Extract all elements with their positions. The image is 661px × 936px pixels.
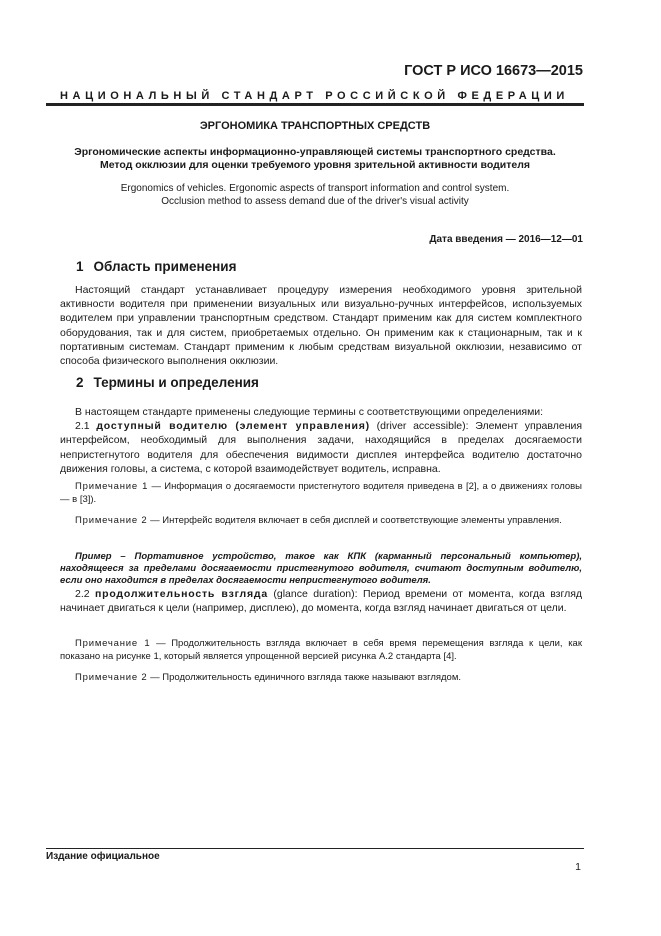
national-standard-banner: НАЦИОНАЛЬНЫЙ СТАНДАРТ РОССИЙСКОЙ ФЕДЕРАЦИИ <box>60 90 569 102</box>
note-label: Примечание 1 <box>75 481 149 492</box>
term-2-2-number: 2.2 <box>75 588 90 600</box>
section-1-title: Область применения <box>93 259 237 274</box>
note-label: Примечание 1 <box>75 638 151 649</box>
note-2-1-1 <box>60 480 582 506</box>
page-number: 1 <box>575 861 581 873</box>
note-2-1-2 <box>60 514 582 527</box>
english-title-line-1: Ergonomics of vehicles. Ergonomic aspects of transport information and control system. <box>120 183 510 194</box>
note-text: — Продолжительность единичного взгляда также называют взглядом. <box>150 672 462 683</box>
note-text: — Информация о досягаемости пристегнутого водителя приведена в [2], а о движениях головы — в [3]). <box>60 481 582 505</box>
section-1-heading <box>76 259 236 274</box>
note-label: Примечание 2 <box>75 515 148 526</box>
standard-number: ГОСТ Р ИСО 16673—2015 <box>404 63 583 79</box>
example-label: Пример <box>75 551 112 562</box>
example-text: – Портативное устройство, такое как КПК (карманный персональный компьютер), находящееся за пределами досягаемости пристегнутого водителя, считают доступным водителю, если оно находится в пределах досягаемости непристегнутого водителя. <box>60 551 582 586</box>
term-2-2-block <box>60 587 582 615</box>
section-2-title: Термины и определения <box>93 375 259 390</box>
note-2-2-2 <box>60 671 582 684</box>
section-2-body <box>60 405 582 476</box>
note-text: — Продолжительность взгляда включает в себя время перемещения взгляда к цели, как показано на рисунке 1, который является упрощенной версией рисунка А.2 стандарта [4]. <box>60 638 582 662</box>
term-2-1 <box>60 419 582 476</box>
term-2-2-name: продолжительность взгляда <box>94 588 269 600</box>
english-title <box>46 182 584 208</box>
subtitle-line-1: Эргономические аспекты информационно-управляющей системы транспортного средства. <box>74 146 556 158</box>
english-title-line-2: Occlusion method to assess demand due of the driver's visual activity <box>161 196 469 207</box>
subtitle-line-2: Метод окклюзии для оценки требуемого уровня зрительной активности водителя <box>99 159 531 171</box>
term-2-1-english: (driver accessible): <box>376 420 469 433</box>
note-text: — Интерфейс водителя включает в себя дисплей и соответствующие элементы управления. <box>150 515 562 526</box>
official-edition-label: Издание официальное <box>46 851 160 862</box>
note-label: Примечание 2 <box>75 672 148 683</box>
example-block <box>60 551 582 587</box>
term-2-2-definition: Период времени от момента, когда взгляд начинает двигаться к цели (например, дисплею), до момента, когда взгляд начинает двигаться от цели. <box>60 588 583 615</box>
document-title: ЭРГОНОМИКА ТРАНСПОРТНЫХ СРЕДСТВ <box>199 120 431 132</box>
header-rule <box>46 103 584 106</box>
term-2-1-name: доступный водителю (элемент управления) <box>96 420 370 433</box>
term-2-2-english: (glance duration): <box>273 588 358 600</box>
note-2-2-1 <box>60 637 582 663</box>
term-2-1-number: 2.1 <box>75 420 90 433</box>
section-1-body <box>60 283 582 368</box>
term-2-1-definition: Элемент управления интерфейсом, необходимый для выполнения задачи, находящийся в пределах досягаемости непристегнутого водителя для обеспечения видимости дисплея интерфейса водителю достаточно движения головы, а система, с которой взаимодействует водитель, исправна. <box>60 420 583 475</box>
section-2-number: 2 <box>76 375 84 390</box>
footer-rule <box>46 848 584 849</box>
section-2-heading <box>76 375 259 390</box>
terms-intro: В настоящем стандарте применены следующие термины с соответствующими определениями: <box>75 406 544 418</box>
document-subtitle <box>46 146 584 172</box>
term-2-2 <box>60 587 582 615</box>
scope-paragraph: Настоящий стандарт устанавливает процедуру измерения необходимого уровня зрительной активности водителя при применении визуальных или визуально-ручных интерфейсов, используемых водителем при управлении транспортным средством. Стандарт применим как для систем комплектного оборудования, так и для систем, приобретаемых отдельно. Он применим как к стационарным, так и к портативным системам. Стандарт применим к любым средствам визуальной окклюзии, независимо от способа физического выполнения окклюзии. <box>60 284 582 368</box>
introduction-date: Дата введения — 2016—12—01 <box>429 234 583 245</box>
section-1-number: 1 <box>76 259 84 274</box>
